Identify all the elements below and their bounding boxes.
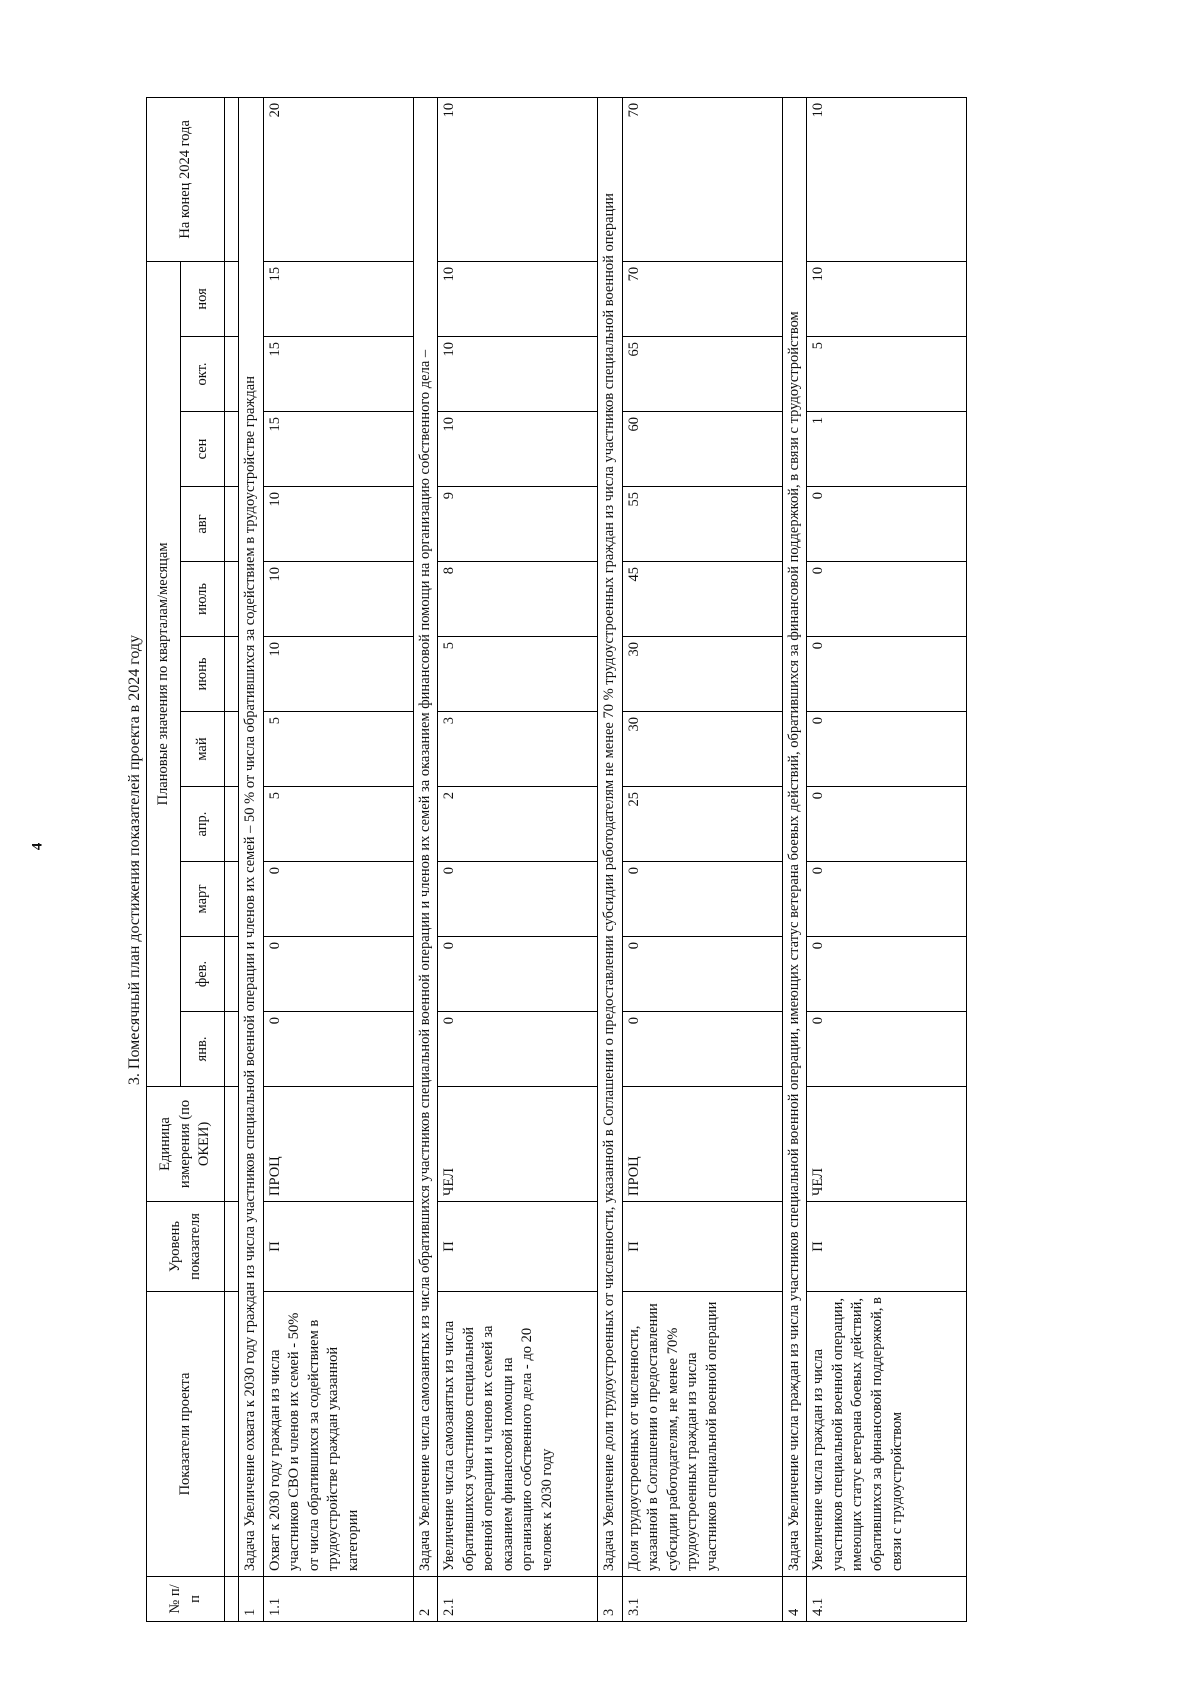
indicator-level: П xyxy=(622,1202,782,1292)
row-number: 4.1 xyxy=(807,1577,967,1622)
month-value: 2 xyxy=(438,787,598,862)
row-number: 2.1 xyxy=(438,1577,598,1622)
month-value: 0 xyxy=(263,862,413,937)
indicator-row xyxy=(622,97,782,1621)
month-value: 0 xyxy=(438,1012,598,1087)
end-of-year-value: 70 xyxy=(622,97,782,261)
indicator-unit: ПРОЦ xyxy=(622,1087,782,1202)
month-header: июнь xyxy=(181,637,225,712)
indicator-row xyxy=(438,97,598,1621)
month-value: 0 xyxy=(622,862,782,937)
month-header: ноя xyxy=(181,261,225,336)
month-value: 15 xyxy=(263,337,413,412)
end-of-year-value: 10 xyxy=(807,97,967,261)
indicator-unit: ПРОЦ xyxy=(263,1087,413,1202)
indicator-unit: ЧЕЛ xyxy=(438,1087,598,1202)
row-number: 1 xyxy=(239,1577,264,1622)
month-value: 5 xyxy=(263,787,413,862)
month-value: 15 xyxy=(263,261,413,336)
task-row xyxy=(413,97,438,1621)
indicator-unit: ЧЕЛ xyxy=(807,1087,967,1202)
month-value: 0 xyxy=(807,712,967,787)
header-level: Уровень показателя xyxy=(147,1202,225,1292)
month-value: 9 xyxy=(438,487,598,562)
row-number: 3.1 xyxy=(622,1577,782,1622)
header-unit: Единица измерения (по ОКЕИ) xyxy=(147,1087,225,1202)
month-value: 55 xyxy=(622,487,782,562)
month-header: июль xyxy=(181,562,225,637)
task-text: Задача Увеличение охвата к 2030 году граждан из числа участников специальной военной операции и членов их семей – 50 % от числа обратившихся за содействием в трудоустройстве граждан xyxy=(239,97,264,1576)
month-value: 10 xyxy=(807,261,967,336)
row-number: 2 xyxy=(413,1577,438,1622)
month-value: 3 xyxy=(438,712,598,787)
month-value: 0 xyxy=(263,1012,413,1087)
month-value: 60 xyxy=(622,412,782,487)
indicator-name: Увеличение числа граждан из числа участников специальной военной операции, имеющих статус ветерана боевых действий, обратившихся за финансовой поддержкой, в связи с трудоустройством xyxy=(807,1292,967,1577)
month-value: 30 xyxy=(622,637,782,712)
task-text: Задача Увеличение числа граждан из числа участников специальной военной операции, имеющих статус ветерана боевых действий, обратившихся за финансовой поддержкой, в связи с трудоустройством xyxy=(782,97,807,1576)
month-header: май xyxy=(181,712,225,787)
end-of-year-value: 20 xyxy=(263,97,413,261)
month-value: 5 xyxy=(807,337,967,412)
month-value: 0 xyxy=(622,1012,782,1087)
header-indicator: Показатели проекта xyxy=(147,1292,225,1577)
page-number: 4 xyxy=(29,842,46,851)
table-title: 3. Помесячный план достижения показателей проекта в 2024 году xyxy=(126,634,143,1086)
month-value: 15 xyxy=(263,412,413,487)
month-value: 0 xyxy=(807,562,967,637)
month-header: окт. xyxy=(181,337,225,412)
month-header: фев. xyxy=(181,937,225,1012)
month-value: 0 xyxy=(807,862,967,937)
month-value: 0 xyxy=(438,937,598,1012)
month-header: апр. xyxy=(181,787,225,862)
month-value: 0 xyxy=(622,937,782,1012)
month-value: 0 xyxy=(807,787,967,862)
header-end-of-year: На конец 2024 года xyxy=(147,97,225,261)
task-row xyxy=(239,97,264,1621)
indicator-level: П xyxy=(807,1202,967,1292)
month-header: сен xyxy=(181,412,225,487)
month-value: 65 xyxy=(622,337,782,412)
month-value: 10 xyxy=(438,412,598,487)
month-value: 10 xyxy=(263,562,413,637)
month-value: 70 xyxy=(622,261,782,336)
month-value: 0 xyxy=(263,937,413,1012)
indicator-name: Увеличение числа самозанятых из числа обратившихся участников специальной военной операции и членов их семей за оказанием финансовой помощи на организацию собственного дела - до 20 человек к 2030 году xyxy=(438,1292,598,1577)
month-value: 10 xyxy=(438,337,598,412)
indicator-name: Доля трудоустроенных от численности, указанной в Соглашении о предоставлении субсидии работодателям, не менее 70% трудоустроенных граждан из числа участников специальной военной операции xyxy=(622,1292,782,1577)
month-header: авг xyxy=(181,487,225,562)
row-number: 4 xyxy=(782,1577,807,1622)
month-value: 30 xyxy=(622,712,782,787)
task-text: Задача Увеличение доли трудоустроенных от численности, указанной в Соглашении о предоставлении субсидии работодателям не менее 70 % трудоустроенных граждан из числа участников специальной военной операции xyxy=(598,97,623,1576)
month-header: янв. xyxy=(181,1012,225,1087)
table-body xyxy=(239,97,967,1621)
indicator-level: П xyxy=(263,1202,413,1292)
month-value: 10 xyxy=(263,487,413,562)
column-number-row xyxy=(225,97,239,1621)
month-value: 10 xyxy=(263,637,413,712)
header-num: № п/п xyxy=(147,1577,225,1622)
month-value: 5 xyxy=(438,637,598,712)
end-of-year-value: 10 xyxy=(438,97,598,261)
indicator-row xyxy=(807,97,967,1621)
task-row xyxy=(782,97,807,1621)
indicator-level: П xyxy=(438,1202,598,1292)
task-text: Задача Увеличение числа самозанятых из числа обратившихся участников специальной военной операции и членов их семей за оказанием финансовой помощи на организацию собственного дела – xyxy=(413,97,438,1576)
month-value: 0 xyxy=(807,1012,967,1087)
indicator-name: Охват к 2030 году граждан из числа участников СВО и членов их семей - 50% от числа обратившихся за содействием в трудоустройстве граждан указанной категории xyxy=(263,1292,413,1577)
rotated-page-content xyxy=(124,98,1200,1622)
month-header: март xyxy=(181,862,225,937)
monthly-plan-table xyxy=(146,97,967,1622)
month-value: 10 xyxy=(438,261,598,336)
month-value: 45 xyxy=(622,562,782,637)
row-number: 1.1 xyxy=(263,1577,413,1622)
month-value: 5 xyxy=(263,712,413,787)
month-value: 1 xyxy=(807,412,967,487)
header-plan: Плановые значения по кварталам/месяцам xyxy=(147,261,181,1086)
row-number: 3 xyxy=(598,1577,623,1622)
month-value: 0 xyxy=(807,937,967,1012)
task-row xyxy=(598,97,623,1621)
indicator-row xyxy=(263,97,413,1621)
month-value: 0 xyxy=(438,862,598,937)
month-value: 8 xyxy=(438,562,598,637)
month-value: 0 xyxy=(807,637,967,712)
month-value: 25 xyxy=(622,787,782,862)
month-value: 0 xyxy=(807,487,967,562)
